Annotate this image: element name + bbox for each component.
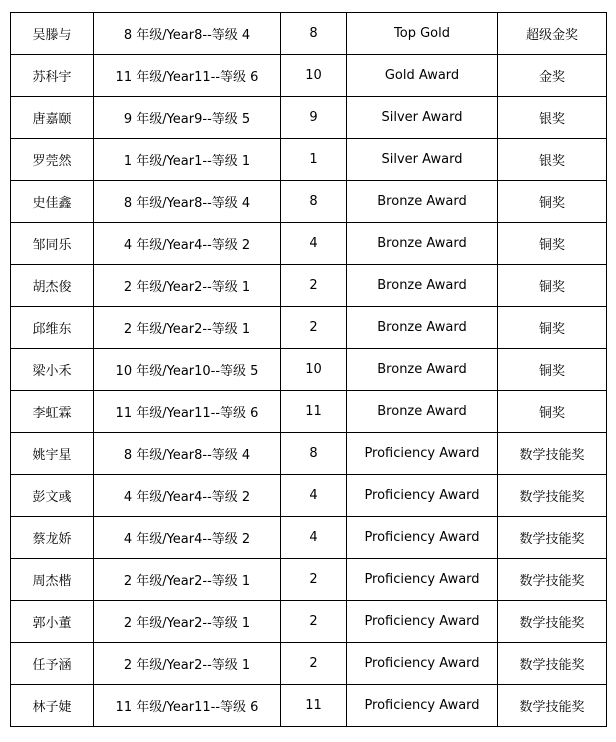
grade-level-cell: 8 年级/Year8--等级 4 (94, 181, 281, 223)
year-number-cell: 9 (281, 97, 347, 139)
award-name-cell: Proficiency Award (347, 433, 498, 475)
award-name-cell: Proficiency Award (347, 517, 498, 559)
year-number-cell: 4 (281, 223, 347, 265)
award-name-cell: Proficiency Award (347, 559, 498, 601)
grade-level-cell: 2 年级/Year2--等级 1 (94, 643, 281, 685)
student-name-cell: 胡杰俊 (11, 265, 94, 307)
table-row (11, 307, 607, 349)
student-name-cell: 周杰楷 (11, 559, 94, 601)
award-chinese-cell: 银奖 (498, 139, 607, 181)
award-chinese-cell: 数学技能奖 (498, 517, 607, 559)
table-row (11, 685, 607, 727)
award-name-cell: Bronze Award (347, 391, 498, 433)
grade-level-cell: 1 年级/Year1--等级 1 (94, 139, 281, 181)
grade-level-cell: 4 年级/Year4--等级 2 (94, 223, 281, 265)
award-chinese-cell: 铜奖 (498, 391, 607, 433)
student-name-cell: 彭文彧 (11, 475, 94, 517)
grade-level-cell: 11 年级/Year11--等级 6 (94, 391, 281, 433)
award-chinese-cell: 数学技能奖 (498, 433, 607, 475)
grade-level-cell: 4 年级/Year4--等级 2 (94, 475, 281, 517)
student-name-cell: 唐嘉颐 (11, 97, 94, 139)
student-name-cell: 罗莞然 (11, 139, 94, 181)
grade-level-cell: 11 年级/Year11--等级 6 (94, 55, 281, 97)
student-name-cell: 任予涵 (11, 643, 94, 685)
table-row (11, 139, 607, 181)
award-name-cell: Proficiency Award (347, 601, 498, 643)
award-name-cell: Bronze Award (347, 223, 498, 265)
table-row (11, 55, 607, 97)
grade-level-cell: 4 年级/Year4--等级 2 (94, 517, 281, 559)
award-chinese-cell: 铜奖 (498, 265, 607, 307)
award-name-cell: Bronze Award (347, 181, 498, 223)
award-chinese-cell: 银奖 (498, 97, 607, 139)
year-number-cell: 10 (281, 349, 347, 391)
award-name-cell: Bronze Award (347, 349, 498, 391)
year-number-cell: 2 (281, 265, 347, 307)
table-row (11, 517, 607, 559)
award-name-cell: Bronze Award (347, 307, 498, 349)
year-number-cell: 8 (281, 433, 347, 475)
award-chinese-cell: 数学技能奖 (498, 475, 607, 517)
student-name-cell: 史佳鑫 (11, 181, 94, 223)
award-chinese-cell: 数学技能奖 (498, 601, 607, 643)
year-number-cell: 2 (281, 643, 347, 685)
year-number-cell: 4 (281, 517, 347, 559)
student-name-cell: 吴滕与 (11, 13, 94, 55)
table-row (11, 97, 607, 139)
student-name-cell: 林子婕 (11, 685, 94, 727)
award-name-cell: Silver Award (347, 139, 498, 181)
student-name-cell: 姚宇星 (11, 433, 94, 475)
award-results-table (10, 12, 607, 727)
award-name-cell: Gold Award (347, 55, 498, 97)
year-number-cell: 1 (281, 139, 347, 181)
award-name-cell: Silver Award (347, 97, 498, 139)
grade-level-cell: 8 年级/Year8--等级 4 (94, 13, 281, 55)
award-chinese-cell: 数学技能奖 (498, 643, 607, 685)
grade-level-cell: 2 年级/Year2--等级 1 (94, 307, 281, 349)
award-table-body (11, 13, 607, 727)
student-name-cell: 苏科宇 (11, 55, 94, 97)
table-row (11, 349, 607, 391)
grade-level-cell: 2 年级/Year2--等级 1 (94, 601, 281, 643)
student-name-cell: 蔡龙娇 (11, 517, 94, 559)
award-chinese-cell: 铜奖 (498, 223, 607, 265)
year-number-cell: 2 (281, 601, 347, 643)
table-row (11, 643, 607, 685)
award-name-cell: Proficiency Award (347, 475, 498, 517)
year-number-cell: 4 (281, 475, 347, 517)
table-row (11, 181, 607, 223)
student-name-cell: 郭小董 (11, 601, 94, 643)
table-row (11, 475, 607, 517)
table-row (11, 223, 607, 265)
year-number-cell: 8 (281, 13, 347, 55)
table-row (11, 13, 607, 55)
award-name-cell: Proficiency Award (347, 685, 498, 727)
student-name-cell: 梁小禾 (11, 349, 94, 391)
grade-level-cell: 11 年级/Year11--等级 6 (94, 685, 281, 727)
grade-level-cell: 8 年级/Year8--等级 4 (94, 433, 281, 475)
year-number-cell: 10 (281, 55, 347, 97)
award-chinese-cell: 超级金奖 (498, 13, 607, 55)
year-number-cell: 11 (281, 391, 347, 433)
grade-level-cell: 10 年级/Year10--等级 5 (94, 349, 281, 391)
award-name-cell: Proficiency Award (347, 643, 498, 685)
year-number-cell: 2 (281, 559, 347, 601)
award-name-cell: Top Gold (347, 13, 498, 55)
table-row (11, 433, 607, 475)
grade-level-cell: 2 年级/Year2--等级 1 (94, 559, 281, 601)
table-row (11, 391, 607, 433)
student-name-cell: 李虹霖 (11, 391, 94, 433)
award-chinese-cell: 数学技能奖 (498, 685, 607, 727)
year-number-cell: 2 (281, 307, 347, 349)
grade-level-cell: 9 年级/Year9--等级 5 (94, 97, 281, 139)
award-chinese-cell: 铜奖 (498, 307, 607, 349)
student-name-cell: 邹同乐 (11, 223, 94, 265)
year-number-cell: 11 (281, 685, 347, 727)
year-number-cell: 8 (281, 181, 347, 223)
award-name-cell: Bronze Award (347, 265, 498, 307)
award-chinese-cell: 铜奖 (498, 349, 607, 391)
award-chinese-cell: 铜奖 (498, 181, 607, 223)
award-chinese-cell: 数学技能奖 (498, 559, 607, 601)
award-chinese-cell: 金奖 (498, 55, 607, 97)
table-row (11, 265, 607, 307)
table-row (11, 559, 607, 601)
grade-level-cell: 2 年级/Year2--等级 1 (94, 265, 281, 307)
table-row (11, 601, 607, 643)
student-name-cell: 邱维东 (11, 307, 94, 349)
